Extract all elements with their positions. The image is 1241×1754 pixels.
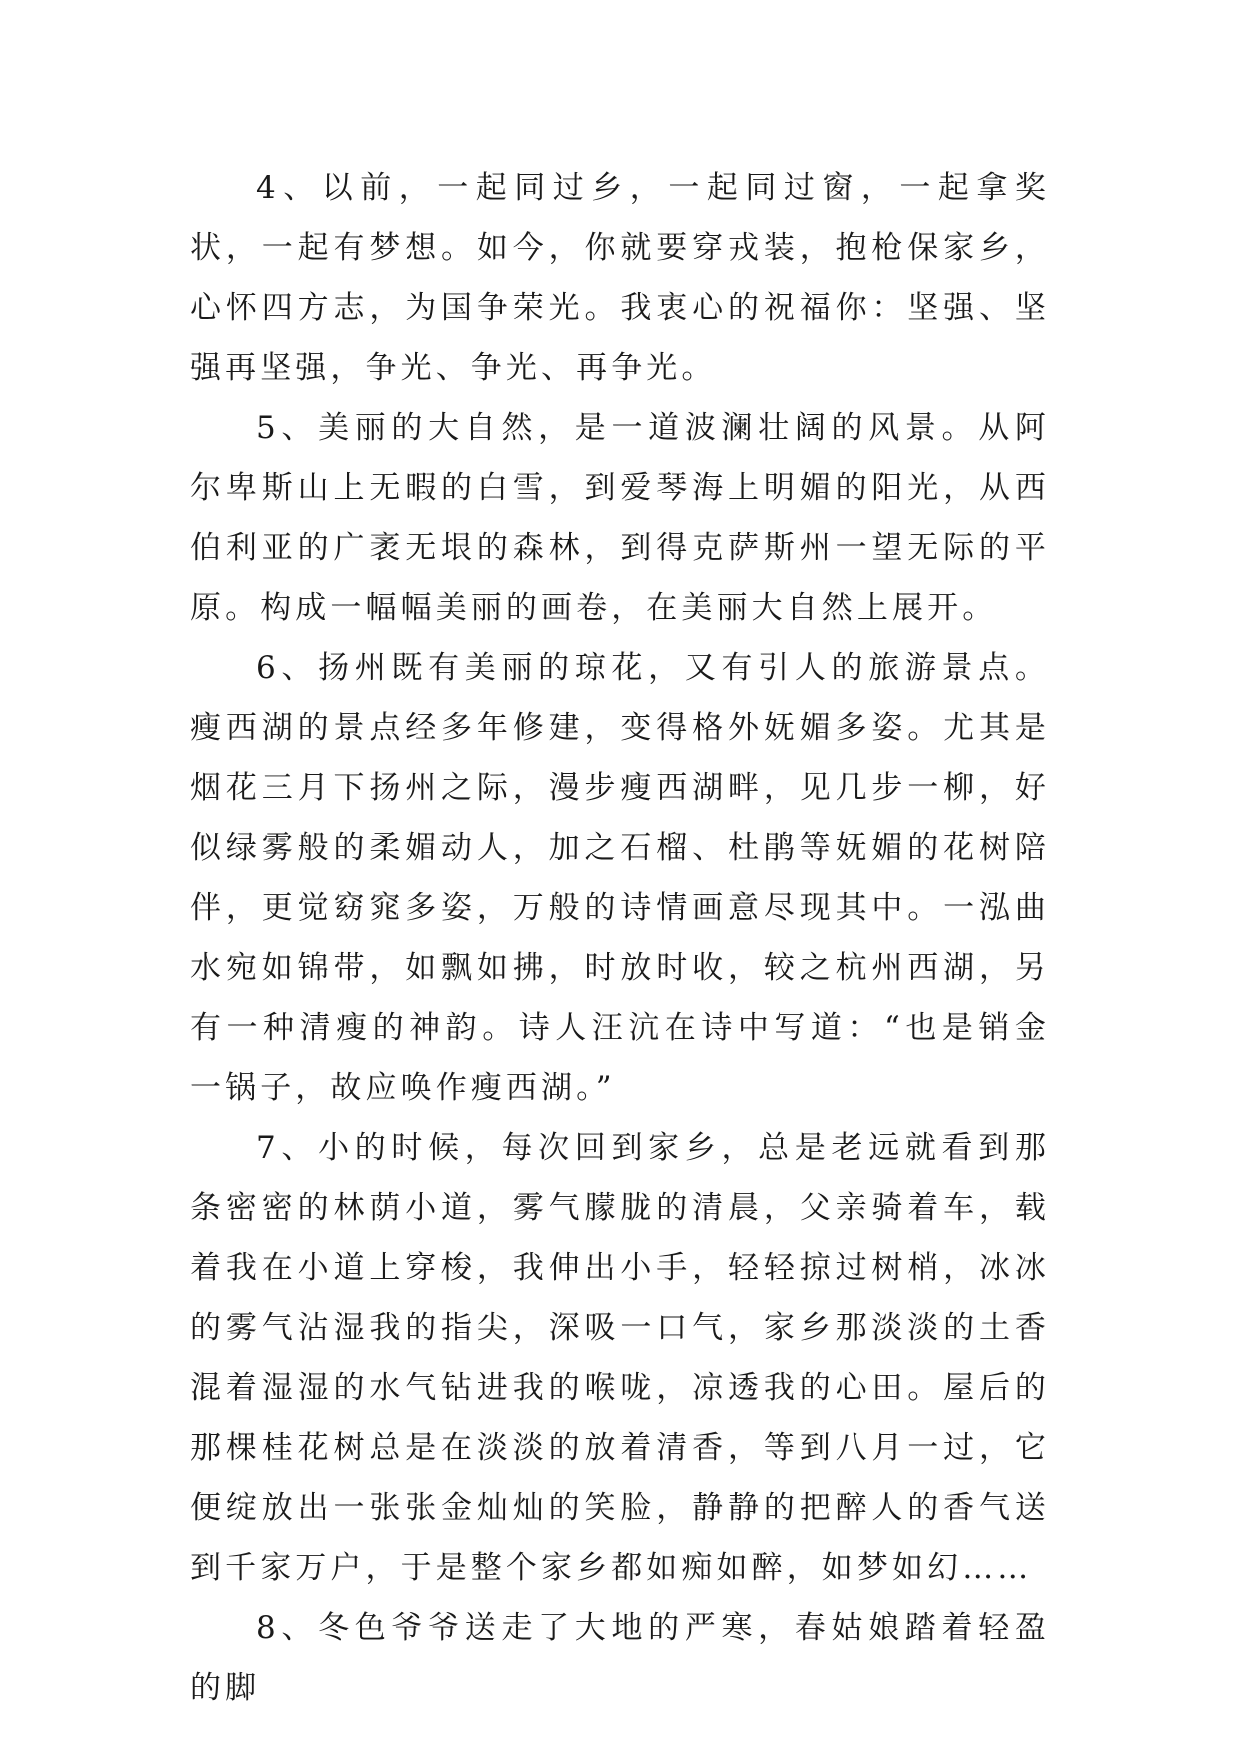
document-body (190, 158, 1050, 1718)
paragraph-5: 5、美丽的大自然，是一道波澜壮阔的风景。从阿尔卑斯山上无暇的白雪，到爱琴海上明媚的阳光，从西伯利亚的广袤无垠的森林，到得克萨斯州一望无际的平原。构成一幅幅美丽的画卷，在美丽大自然上展开。 (190, 410, 1050, 626)
paragraph-7: 7、小的时候，每次回到家乡，总是老远就看到那条密密的林荫小道，雾气朦胧的清晨，父亲骑着车，载着我在小道上穿梭，我伸出小手，轻轻掠过树梢，冰冰的雾气沾湿我的指尖，深吸一口气，家乡那淡淡的土香混着湿湿的水气钻进我的喉咙，凉透我的心田。屋后的那棵桂花树总是在淡淡的放着清香，等到八月一过，它便绽放出一张张金灿灿的笑脸，静静的把醉人的香气送到千家万户，于是整个家乡都如痴如醉，如梦如幻…… (190, 1130, 1050, 1586)
paragraph-8: 8、冬色爷爷送走了大地的严寒，春姑娘踏着轻盈的脚 (190, 1610, 1050, 1706)
paragraph-4: 4、以前，一起同过乡，一起同过窗，一起拿奖状，一起有梦想。如今，你就要穿戎装，抱枪保家乡，心怀四方志，为国争荣光。我衷心的祝福你：坚强、坚强再坚强，争光、争光、再争光。 (190, 170, 1050, 386)
paragraph-6: 6、扬州既有美丽的琼花，又有引人的旅游景点。瘦西湖的景点经多年修建，变得格外妩媚多姿。尤其是烟花三月下扬州之际，漫步瘦西湖畔，见几步一柳，好似绿雾般的柔媚动人，加之石榴、杜鹃等妩媚的花树陪伴，更觉窈窕多姿，万般的诗情画意尽现其中。一泓曲水宛如锦带，如飘如拂，时放时收，较之杭州西湖，另有一种清瘦的神韵。诗人汪沆在诗中写道：“也是销金一锅子，故应唤作瘦西湖。” (190, 650, 1050, 1106)
